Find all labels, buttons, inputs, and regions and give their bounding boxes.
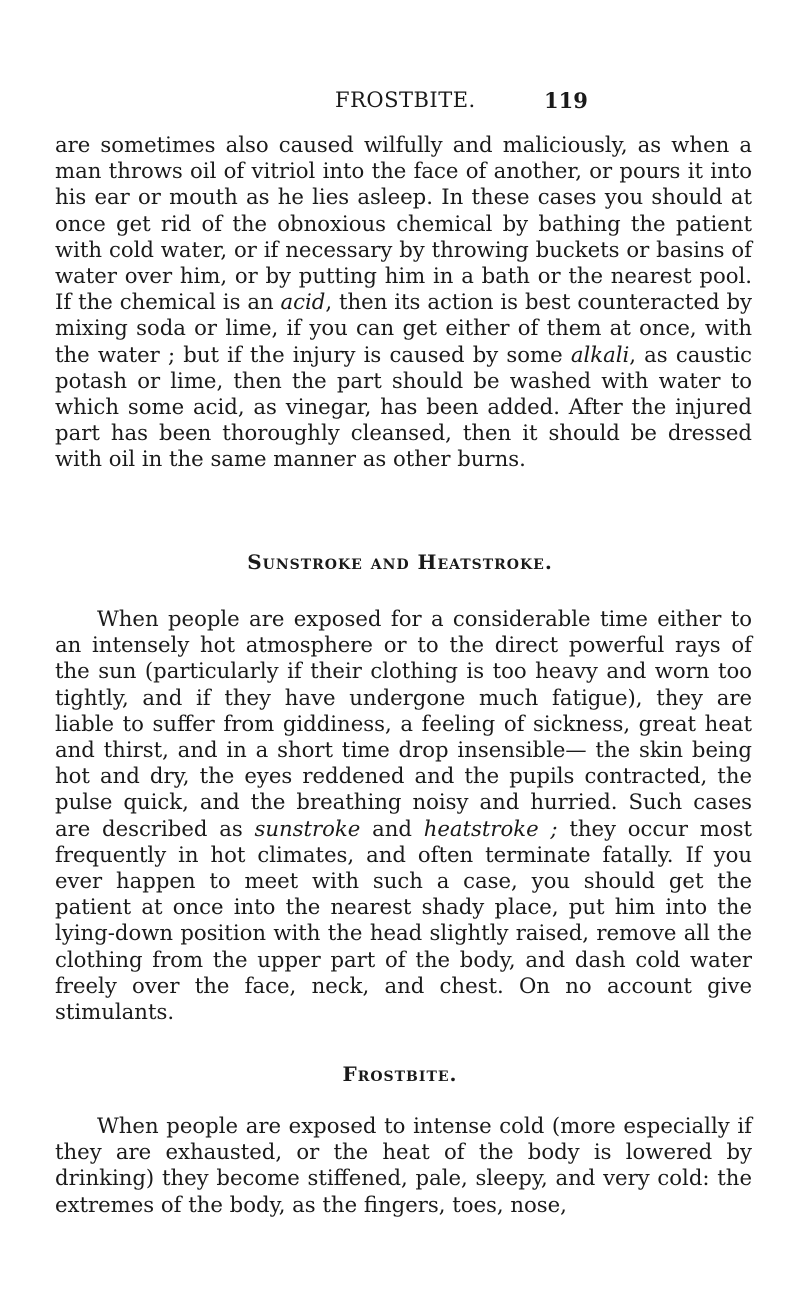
section-heading-sunstroke: Sunstroke and Heatstroke. xyxy=(247,550,553,574)
running-head xyxy=(0,88,800,118)
running-title: FROSTBITE. xyxy=(335,88,476,112)
page-number: 119 xyxy=(544,88,588,113)
paragraph-chemical-burns xyxy=(55,132,752,473)
paragraph-text: and xyxy=(360,815,424,841)
paragraph-text: they occur most frequently in hot climates, and often terminate fatally. If you ever happen to meet with such a case, you should get the patient at once into the nearest shady place, put him into the lying-down position with the head slightly raised, remove all the clothing from the upper part of the body, and dash cold water freely over the face, neck, and chest. On no account give stimulants. xyxy=(55,815,753,1025)
paragraph-text: , as caustic potash or lime, then the part should be washed with water to which some acid, as vinegar, has been added. After the injured part has been thoroughly cleansed, then it should be dressed with oil in the same manner as other burns. xyxy=(55,341,753,472)
italic-term-alkali: alkali xyxy=(570,341,630,367)
italic-term-heatstroke: heatstroke ; xyxy=(423,815,558,841)
paragraph-frostbite: When people are exposed to intense cold (more especially if they are exhausted, or the heat of the body is lowered by drinking) they become stiffened, pale, sleepy, and very cold: the extremes of the body, as the fingers, toes, nose, xyxy=(55,1113,752,1217)
paragraph-text: , then its action is best counteracted by mixing soda or lime, if you can get either of them at once, with the water ; but if the injury is caused by some xyxy=(55,289,752,367)
paragraph-text: When people are exposed for a considerable time either to an intensely hot atmosphere or to the direct powerful rays of the sun (particularly if their clothing is too heavy and worn too tightly, and if they have undergone much fatigue), they are liable to suffer from giddiness, a feeling of sickness, great heat and thirst, and in a short time drop insensible— the skin being hot and dry, the eyes reddened and the pupils contracted, the pulse quick, and the breathing noisy and hurried. Such cases are described as xyxy=(55,606,752,841)
paragraph-sunstroke xyxy=(55,606,752,1025)
italic-term-acid: acid xyxy=(280,289,326,315)
italic-term-sunstroke: sunstroke xyxy=(254,815,361,841)
paragraph-text: are sometimes also caused wilfully and maliciously, as when a man throws oil of vitriol into the face of another, or pours it into his ear or mouth as he lies asleep. In these cases you should at once get rid of the obnoxious chemical by bathing the patient with cold water, or if necessary by throwing buckets or basins of water over him, or by putting him in a bath or the nearest pool. If the chemical is an xyxy=(55,132,752,315)
section-heading-frostbite: Frostbite. xyxy=(342,1062,458,1086)
